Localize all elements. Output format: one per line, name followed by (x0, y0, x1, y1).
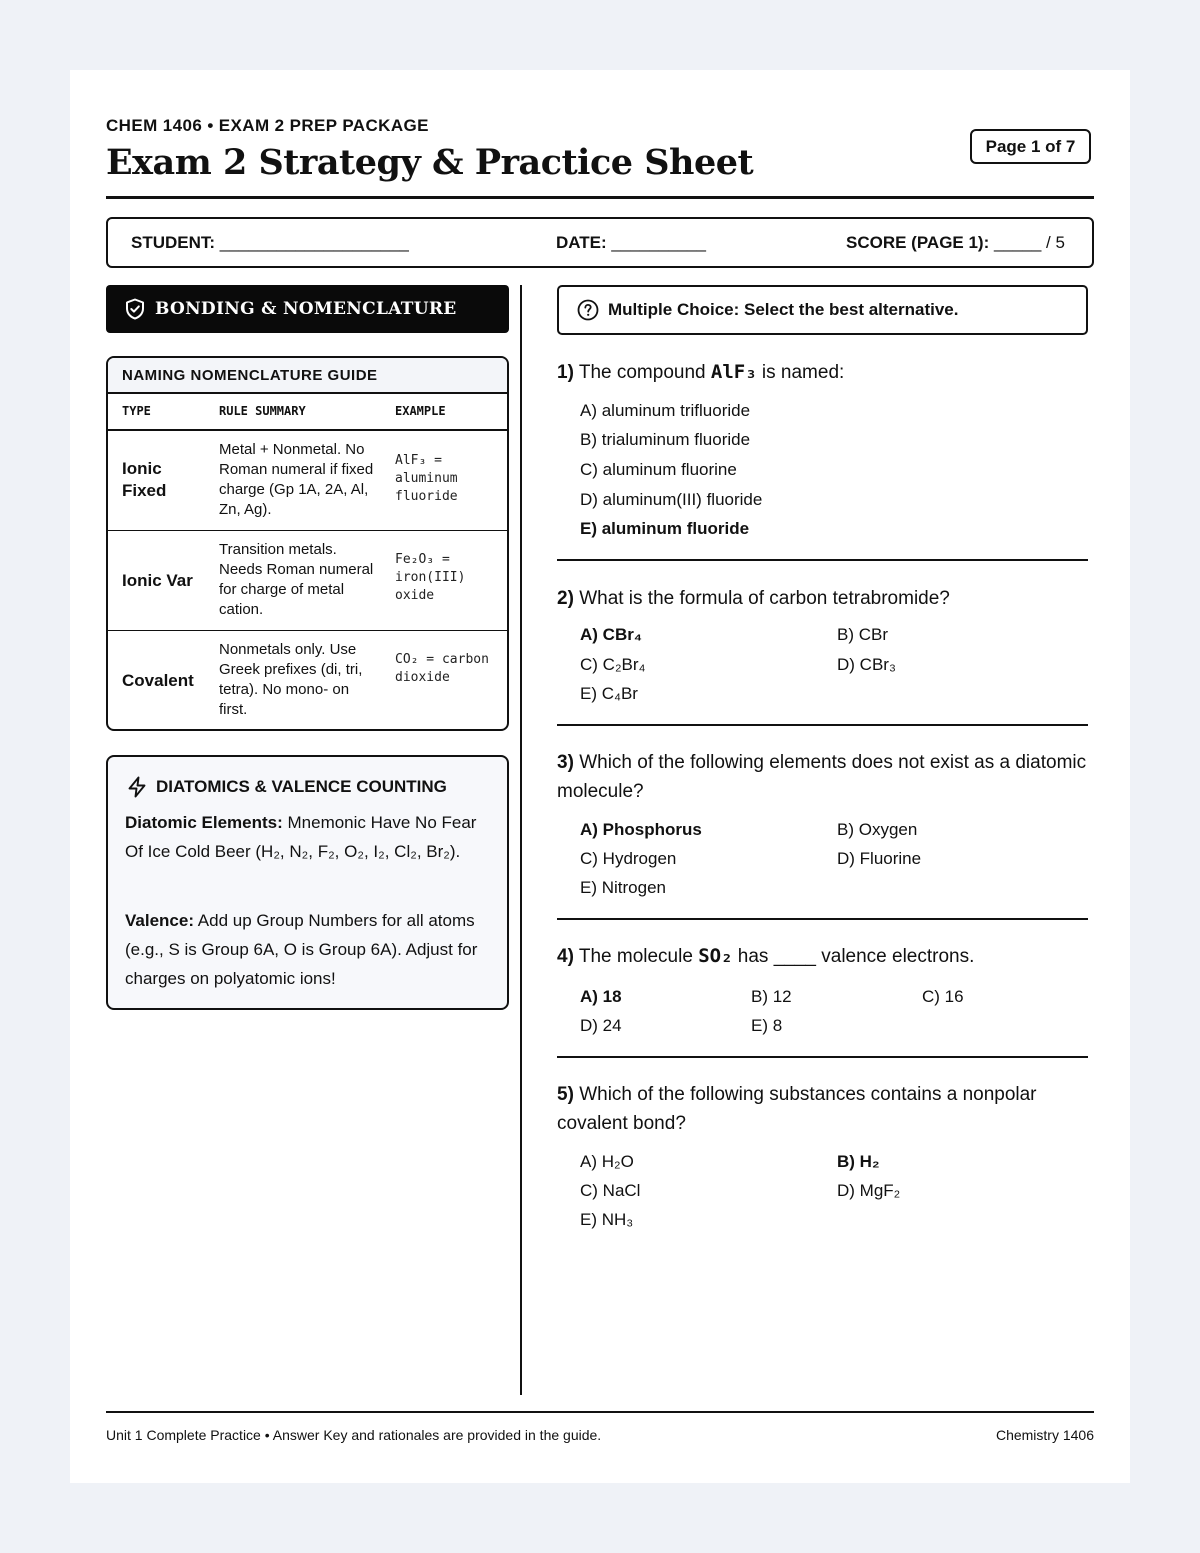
option-e[interactable]: E) C₄Br (580, 684, 638, 703)
worksheet-page (70, 70, 1130, 1483)
valence-text: Add up Group Numbers for all atoms (e.g., S is Group 6A, O is Group 6A). Adjust for charges on polyatomic ions! (125, 911, 478, 988)
type-cell: Ionic Var (122, 571, 193, 590)
instructions-box (557, 285, 1088, 335)
option-d[interactable]: D) CBr₃ (837, 655, 896, 674)
tip-header (126, 776, 447, 798)
question-2 (557, 584, 1088, 613)
option-d[interactable]: D) aluminum(III) fluoride (580, 490, 763, 509)
question-4 (557, 942, 1088, 971)
student-label: STUDENT: (131, 233, 216, 252)
course-label: CHEM 1406 • EXAM 2 PREP PACKAGE (106, 116, 429, 135)
question-circle-icon (577, 299, 599, 321)
column-divider (520, 285, 522, 1395)
rule-cell: Transition metals. Needs Roman numeral for charge of metal cation. (219, 541, 374, 618)
question-5 (557, 1080, 1088, 1138)
option-d[interactable]: D) 24 (580, 1016, 622, 1035)
lightning-icon (126, 776, 148, 798)
date-field[interactable] (556, 233, 706, 253)
table-row (108, 531, 507, 631)
tip-box (106, 755, 509, 1010)
score-label: SCORE (PAGE 1): (846, 233, 990, 252)
footer-note: Unit 1 Complete Practice • Answer Key and rationales are provided in the guide. (106, 1427, 602, 1443)
option-c[interactable]: C) NaCl (580, 1181, 641, 1200)
question-text: What is the formula of carbon tetrabromide? (579, 588, 950, 609)
option-b[interactable]: B) trialuminum fluoride (580, 430, 751, 449)
question-formula: AlF₃ (710, 361, 757, 383)
score-total: / 5 (1046, 233, 1065, 252)
footer-course: Chemistry 1406 (995, 1427, 1094, 1443)
example-cell: CO₂ = carbon dioxide (395, 652, 489, 685)
table-row (108, 631, 507, 731)
question-divider (557, 559, 1088, 561)
page-title: Exam 2 Strategy & Practice Sheet (106, 142, 754, 183)
date-label: DATE: (556, 233, 607, 252)
table-header-row (108, 394, 507, 431)
footer-divider (106, 1411, 1094, 1413)
question-text: is named: (761, 362, 845, 383)
option-c[interactable]: C) aluminum fluorine (580, 460, 737, 479)
diatomic-text: Mnemonic Have No Fear Of Ice Cold Beer (H₂, N₂, F₂, O₂, I₂, Cl₂, Br₂). (125, 813, 477, 861)
option-a[interactable]: A) H₂O (580, 1152, 634, 1171)
date-blank: __________ (611, 233, 706, 252)
question-text: Which of the following elements does not exist as a diatomic molecule? (557, 752, 1087, 802)
option-e[interactable]: E) Nitrogen (580, 878, 666, 897)
student-field[interactable] (131, 233, 409, 253)
diatomic-label: Diatomic Elements: (125, 813, 283, 832)
score-blank: _____ (994, 233, 1042, 252)
question-1 (557, 358, 1088, 387)
option-d[interactable]: D) MgF₂ (837, 1181, 901, 1200)
question-formula: SO₂ (698, 945, 733, 967)
student-blank: ____________________ (219, 233, 409, 252)
column-header: TYPE (122, 404, 151, 418)
student-info-bar (106, 217, 1094, 268)
question-divider (557, 724, 1088, 726)
option-b[interactable]: B) 12 (751, 987, 792, 1006)
header-divider (106, 196, 1094, 199)
type-cell: Ionic Fixed (122, 459, 167, 500)
option-a-correct[interactable]: A) Phosphorus (580, 820, 702, 839)
rule-cell: Nonmetals only. Use Greek prefixes (di, tri, tetra). No mono- on first. (219, 641, 363, 718)
question-text: Which of the following substances contains a nonpolar covalent bond? (557, 1084, 1037, 1134)
section-header (106, 285, 509, 333)
question-number: 1) (557, 362, 574, 383)
question-text: The compound (578, 362, 706, 383)
option-e[interactable]: E) NH₃ (580, 1210, 634, 1229)
question-number: 2) (557, 588, 574, 609)
rule-cell: Metal + Nonmetal. No Roman numeral if fixed charge (Gp 1A, 2A, Al, Zn, Ag). (219, 441, 374, 518)
shield-check-icon (125, 298, 145, 320)
option-c[interactable]: C) C₂Br₄ (580, 655, 646, 674)
tip-title: DIATOMICS & VALENCE COUNTING (156, 777, 447, 796)
option-a-correct[interactable]: A) CBr₄ (580, 625, 642, 644)
option-d[interactable]: D) Fluorine (837, 849, 922, 868)
question-divider (557, 918, 1088, 920)
question-text: has ____ valence electrons. (737, 946, 975, 967)
option-e[interactable]: E) 8 (751, 1016, 783, 1035)
page-indicator: Page 1 of 7 (970, 129, 1091, 164)
table-caption: NAMING NOMENCLATURE GUIDE (108, 358, 507, 394)
question-3 (557, 748, 1088, 806)
option-c[interactable]: C) 16 (922, 987, 964, 1006)
question-number: 3) (557, 752, 574, 773)
valence-tip (125, 906, 495, 993)
option-c[interactable]: C) Hydrogen (580, 849, 677, 868)
question-divider (557, 1056, 1088, 1058)
option-b[interactable]: B) Oxygen (837, 820, 918, 839)
option-e-correct[interactable]: E) aluminum fluoride (580, 519, 750, 538)
question-number: 5) (557, 1084, 574, 1105)
option-b[interactable]: B) CBr (837, 625, 888, 644)
option-a[interactable]: A) aluminum trifluoride (580, 401, 751, 420)
score-field[interactable] (846, 233, 1065, 253)
example-cell: AlF₃ = aluminum fluoride (395, 453, 458, 504)
table-row (108, 431, 507, 531)
nomenclature-table (106, 356, 509, 731)
column-header: EXAMPLE (395, 404, 446, 418)
example-cell: Fe₂O₃ = iron(III) oxide (395, 552, 466, 603)
section-title: BONDING & NOMENCLATURE (155, 299, 457, 319)
type-cell: Covalent (122, 671, 194, 690)
valence-label: Valence: (125, 911, 194, 930)
question-number: 4) (557, 946, 574, 967)
instructions-text: Multiple Choice: Select the best alternative. (608, 300, 959, 319)
diatomic-tip (125, 808, 495, 866)
column-header: RULE SUMMARY (219, 404, 306, 418)
question-text: The molecule (578, 946, 693, 967)
option-b-correct[interactable]: B) H₂ (837, 1152, 880, 1171)
option-a-correct[interactable]: A) 18 (580, 987, 622, 1006)
